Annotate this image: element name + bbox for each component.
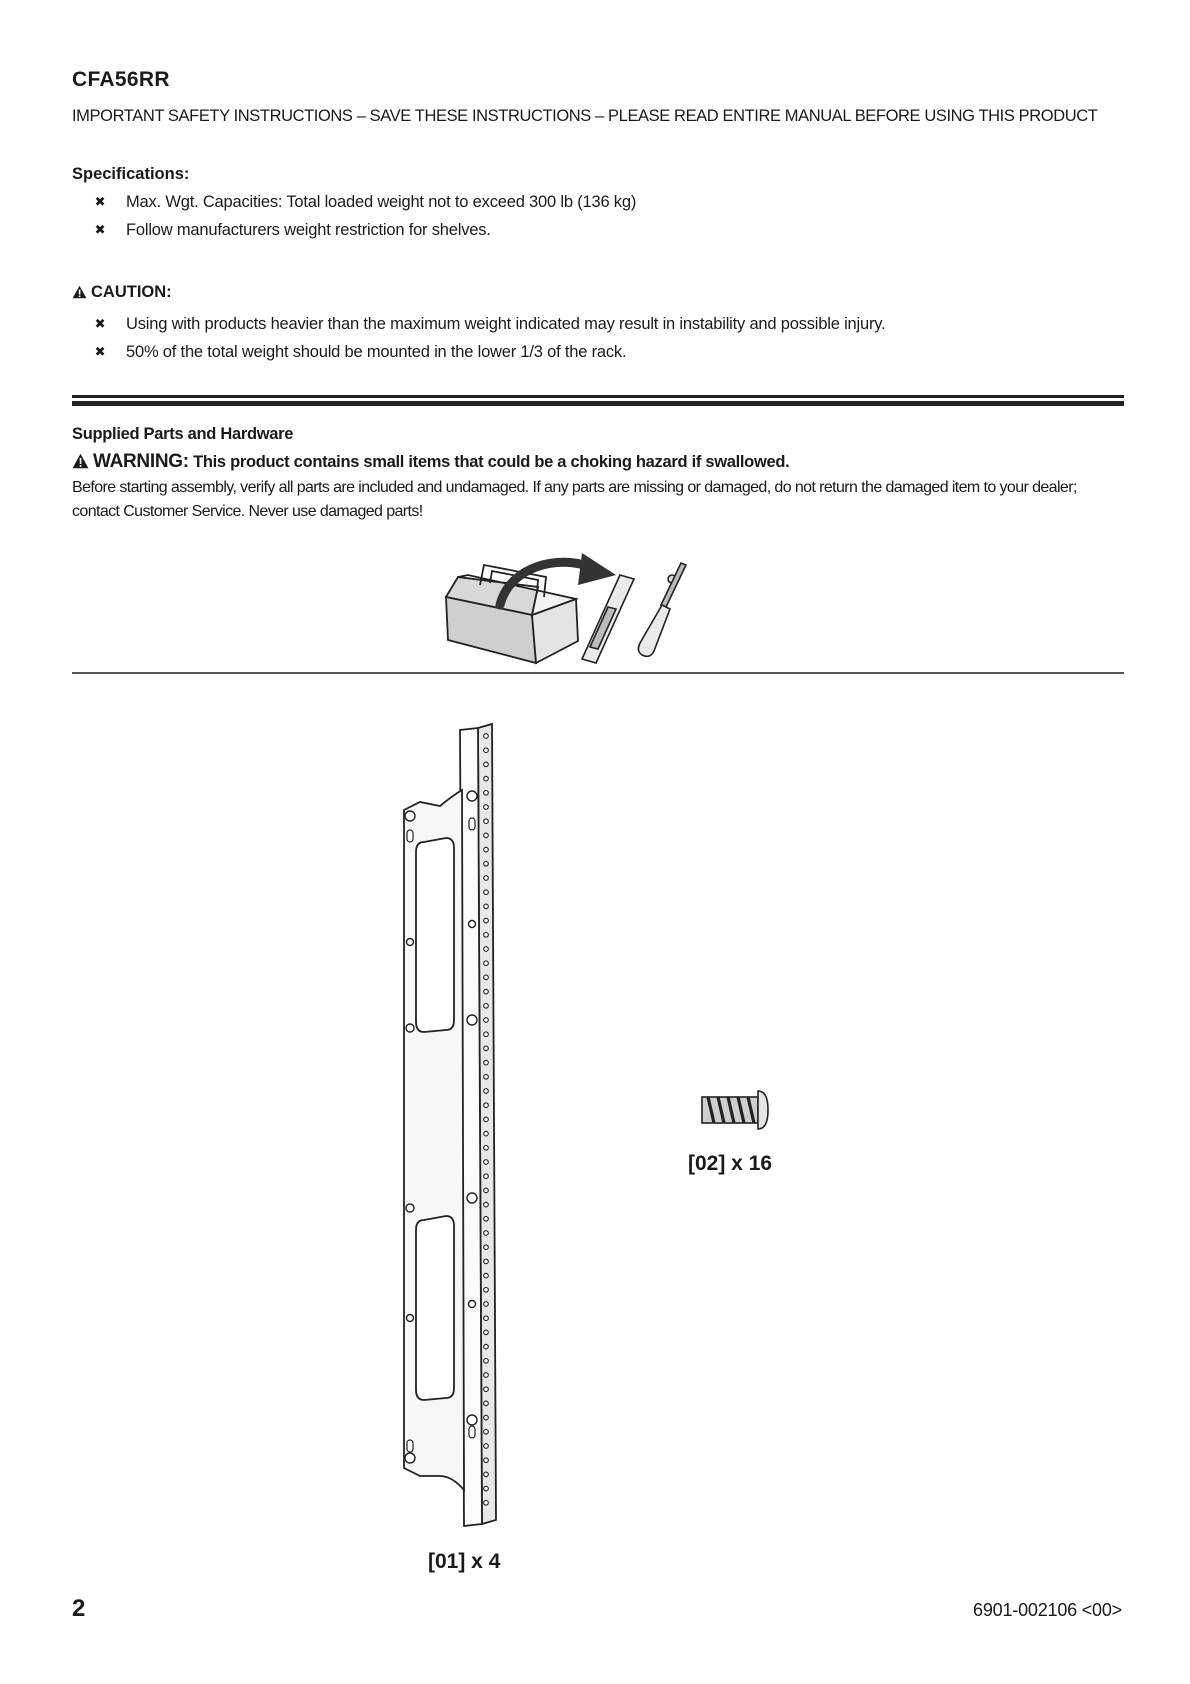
caution-label: CAUTION: (91, 283, 172, 301)
choking-warning (72, 451, 789, 473)
rail-hole (484, 961, 489, 966)
caution-list (92, 310, 885, 366)
warning-label: WARNING: (93, 451, 189, 472)
threaded-pin-icon (698, 1085, 770, 1135)
rail-hole (484, 1018, 489, 1023)
arrow-head-icon (578, 553, 616, 585)
list-item (92, 188, 636, 216)
rail-hole (484, 1501, 489, 1506)
rail-hole (484, 1430, 489, 1435)
rail-hole (484, 862, 489, 867)
part-02-label: [02] x 16 (688, 1152, 773, 1175)
section-divider (72, 401, 1124, 406)
rail-hole (484, 890, 489, 895)
list-item (92, 338, 885, 366)
spec-item-text: Follow manufacturers weight restriction for shelves. (126, 221, 491, 239)
rail-hole (484, 1415, 489, 1420)
rail-hole (484, 1117, 489, 1122)
warning-text: This product contains small items that could be a choking hazard if swallowed. (193, 453, 790, 471)
rail-hole (484, 1359, 489, 1364)
rail-hole (484, 1316, 489, 1321)
warning-triangle-icon (72, 285, 87, 299)
rack-rail-icon (400, 720, 545, 1540)
list-item (92, 216, 636, 244)
rail-hole (484, 1032, 489, 1037)
rail-hole (484, 1273, 489, 1278)
rail-hole (484, 748, 489, 753)
rail-hole (484, 918, 489, 923)
rail-hole (484, 1231, 489, 1236)
wrench-icon (582, 575, 634, 663)
rail-hole (484, 847, 489, 852)
rail-hole (484, 776, 489, 781)
specifications-list (92, 188, 636, 244)
rail-hole (484, 1217, 489, 1222)
rail-hole (484, 762, 489, 767)
rail-hole (484, 1160, 489, 1165)
rail-hole (484, 989, 489, 994)
screwdriver-icon (638, 563, 686, 656)
rail-hole (484, 734, 489, 739)
rail-hole (484, 1302, 489, 1307)
safety-instructions-notice: IMPORTANT SAFETY INSTRUCTIONS – SAVE THESE INSTRUCTIONS – PLEASE READ ENTIRE MANUAL BEFORE USING THIS PRODUCT (72, 107, 1098, 125)
assembly-instructions: Before starting assembly, verify all parts are included and undamaged. If any parts are missing or damaged, do not return the damaged item to your dealer; contact Customer Service. Never use damaged parts! (72, 479, 1077, 520)
model-title: CFA56RR (72, 68, 170, 91)
rail-hole (484, 1288, 489, 1293)
rail-hole (484, 975, 489, 980)
rail-hole (484, 1444, 489, 1449)
supplied-parts-heading: Supplied Parts and Hardware (72, 425, 294, 443)
warning-triangle-icon (72, 453, 89, 469)
rail-hole (484, 1046, 489, 1051)
caution-item-text: 50% of the total weight should be mounted in the lower 1/3 of the rack. (126, 343, 627, 361)
specifications-heading: Specifications: (72, 165, 190, 183)
rail-hole (484, 1259, 489, 1264)
rail-hole (484, 1373, 489, 1378)
rail-hole (484, 1401, 489, 1406)
rail-hole (484, 1344, 489, 1349)
rail-hole (484, 947, 489, 952)
rail-hole (484, 1103, 489, 1108)
spec-item-text: Max. Wgt. Capacities: Total loaded weight not to exceed 300 lb (136 kg) (126, 193, 637, 211)
rail-hole (484, 1188, 489, 1193)
document-code: 6901-002106 <00> (973, 1600, 1122, 1620)
rail-hole (484, 1472, 489, 1477)
rail-hole (484, 791, 489, 796)
rail-hole (484, 1060, 489, 1065)
list-item (92, 310, 885, 338)
bullet-x-icon: ✖ (94, 194, 106, 209)
tools-illustration (440, 545, 760, 665)
caution-heading (72, 283, 172, 302)
rail-hole (484, 1089, 489, 1094)
rail-hole (484, 1174, 489, 1179)
rail-hole (484, 805, 489, 810)
rail-hole (484, 833, 489, 838)
rail-hole (484, 904, 489, 909)
part-01-label: [01] x 4 (428, 1550, 501, 1573)
bullet-x-icon: ✖ (94, 344, 106, 359)
rail-hole (484, 1202, 489, 1207)
caution-item-text: Using with products heavier than the maximum weight indicated may result in instability and possible injury. (126, 315, 886, 333)
rail-hole (484, 819, 489, 824)
rail-hole (484, 933, 489, 938)
rail-hole (484, 876, 489, 881)
rail-hole (484, 1387, 489, 1392)
bullet-x-icon: ✖ (94, 222, 106, 237)
rail-hole (484, 1075, 489, 1080)
rail-hole (484, 1486, 489, 1491)
rail-hole (484, 1131, 489, 1136)
rail-hole (484, 1004, 489, 1009)
section-divider (72, 672, 1124, 674)
rail-hole (484, 1458, 489, 1463)
rail-hole (484, 1146, 489, 1151)
page-number: 2 (72, 1595, 86, 1622)
rail-hole (484, 1330, 489, 1335)
section-divider (72, 395, 1124, 398)
bullet-x-icon: ✖ (94, 316, 106, 331)
rail-hole (484, 1245, 489, 1250)
